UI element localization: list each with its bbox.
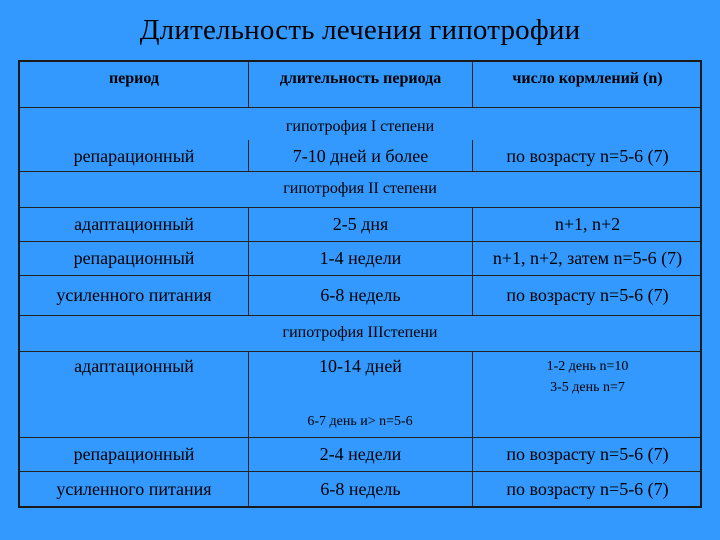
duration-cell: 10-14 дней [248, 352, 472, 437]
section-label: гипотрофия I степени [285, 118, 435, 135]
section-degree-2-label-row [20, 172, 700, 208]
treatment-duration-table [18, 60, 702, 508]
feeding-schedule-line: 6-7 день и> n=5-6 [307, 414, 413, 429]
feedings-cell: по возрасту n=5-6 (7) [472, 140, 702, 172]
section-label: гипотрофия II степени [283, 180, 437, 197]
period-cell: репарационный [73, 248, 195, 268]
duration-cell: 7-10 дней и более [248, 140, 472, 172]
feedings-cell: по возрасту n=5-6 (7) [472, 438, 702, 471]
feedings-cell: по возрасту n=5-6 (7) [472, 472, 702, 506]
header-period: период [108, 70, 160, 87]
period-cell: адаптационный [74, 214, 194, 234]
table-row [20, 352, 700, 438]
duration-cell: 1-4 недели [248, 242, 472, 275]
feedings-cell: n+1, n+2 [472, 208, 702, 241]
table-row [20, 242, 700, 276]
feedings-cell: по возрасту n=5-6 (7) [472, 276, 702, 315]
table-header-row [20, 62, 700, 108]
section-label: гипотрофия IIIстепени [282, 324, 438, 341]
period-cell: усиленного питания [56, 285, 212, 305]
duration-cell: 6-8 недель [248, 276, 472, 315]
duration-cell: 2-4 недели [248, 438, 472, 471]
period-cell: репарационный [73, 145, 195, 166]
header-duration: длительность периода [248, 62, 472, 107]
table-row [20, 472, 700, 506]
section-degree-3-label-row [20, 316, 700, 352]
table-row [20, 208, 700, 242]
feeding-schedule-line: 1-2 день n=10 [546, 359, 629, 374]
duration-cell: 6-8 недель [248, 472, 472, 506]
table-row [20, 438, 700, 472]
section-degree-1 [20, 108, 700, 172]
header-feedings: число кормлений (n) [472, 62, 702, 107]
feedings-cell: n+1, n+2, затем n=5-6 (7) [472, 242, 702, 275]
period-cell: репарационный [73, 444, 195, 464]
table-row [20, 276, 700, 316]
period-cell: адаптационный [74, 356, 194, 376]
page-title: Длительность лечения гипотрофии [139, 14, 581, 46]
period-cell: усиленного питания [56, 478, 212, 499]
duration-cell: 2-5 дня [248, 208, 472, 241]
feeding-schedule-line: 3-5 день n=7 [550, 380, 625, 395]
